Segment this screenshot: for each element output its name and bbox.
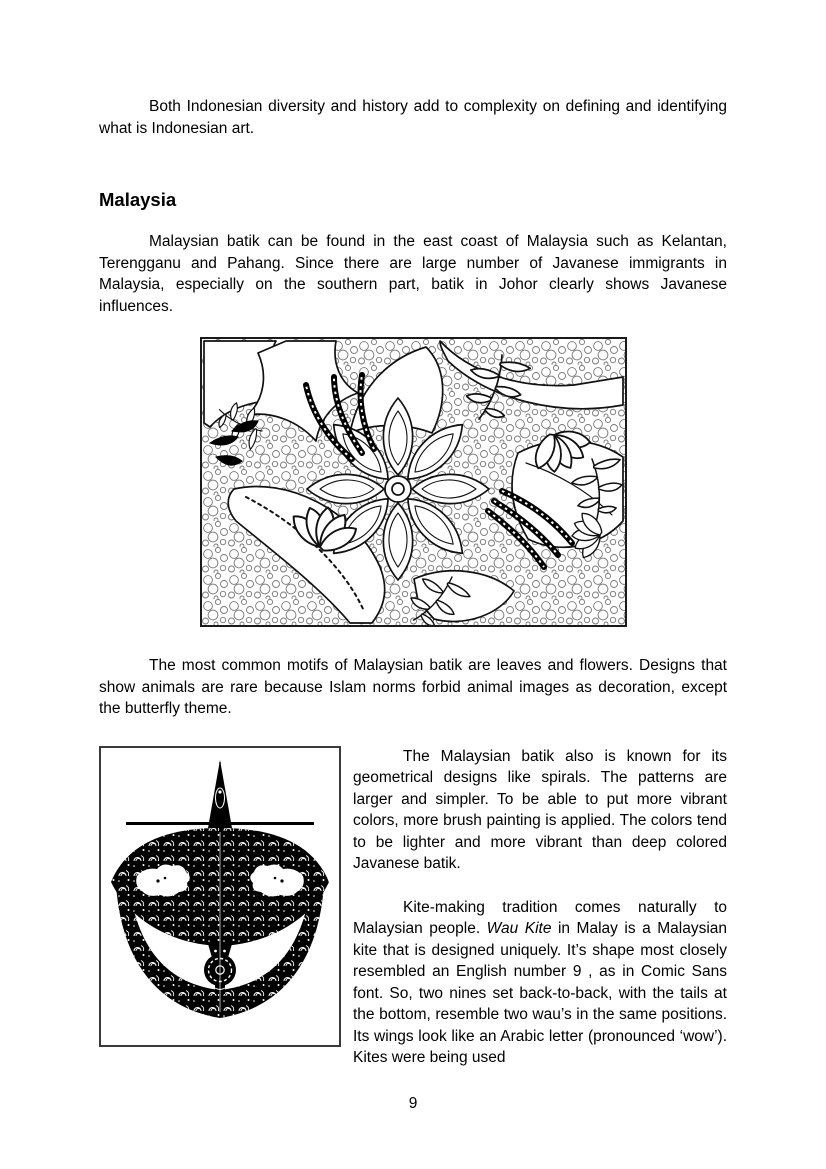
wau-kite-term: Wau Kite bbox=[486, 920, 552, 937]
kite-paragraph-rest: in Malay is a Malaysian kite that is designed uniquely. It’s shape most closely resembled an English number 9 , as in Comic Sans font. So, two nines set back-to-back, with the tails at the bottom, resemble two wau’s in the same positions. Its wings look like an Arabic letter (pronounced ‘wow’). Kites were being used bbox=[353, 920, 728, 1066]
motifs-paragraph: The most common motifs of Malaysian batik are leaves and flowers. Designs that show animals are rare because Islam norms forbid animal images as decoration, except the butterfly theme. bbox=[99, 657, 727, 717]
wau-kite-silhouette-icon bbox=[101, 748, 339, 1045]
kite-section bbox=[99, 746, 727, 1069]
intro-paragraph: Both Indonesian diversity and history add to complexity on defining and identifying what is Indonesian art. bbox=[99, 98, 727, 137]
batik-floral-line-art-icon bbox=[202, 339, 625, 625]
wau-kite-image bbox=[99, 746, 341, 1047]
geometry-paragraph: The Malaysian batik also is known for its geometrical designs like spirals. The patterns are larger and simpler. To be able to put more vibrant colors, more brush painting is applied. The colors tend to be lighter and more vibrant than deep colored Javanese batik. bbox=[353, 747, 727, 872]
batik-paragraph: Malaysian batik can be found in the east coast of Malaysia such as Kelantan, Terengganu and Pahang. Since there are large number of Javanese immigrants in Malaysia, especially on the southern part, batik in Johor clearly shows Javanese influences. bbox=[99, 233, 727, 315]
batik-pattern-image bbox=[200, 337, 627, 627]
kite-paragraph bbox=[353, 897, 727, 1069]
section-heading-malaysia: Malaysia bbox=[99, 189, 177, 210]
kite-paragraph-start: Kite-making tradition comes naturally to Malaysian people. bbox=[353, 898, 727, 937]
page-number: 9 bbox=[408, 1095, 418, 1112]
wrapped-text-column bbox=[353, 746, 727, 1069]
